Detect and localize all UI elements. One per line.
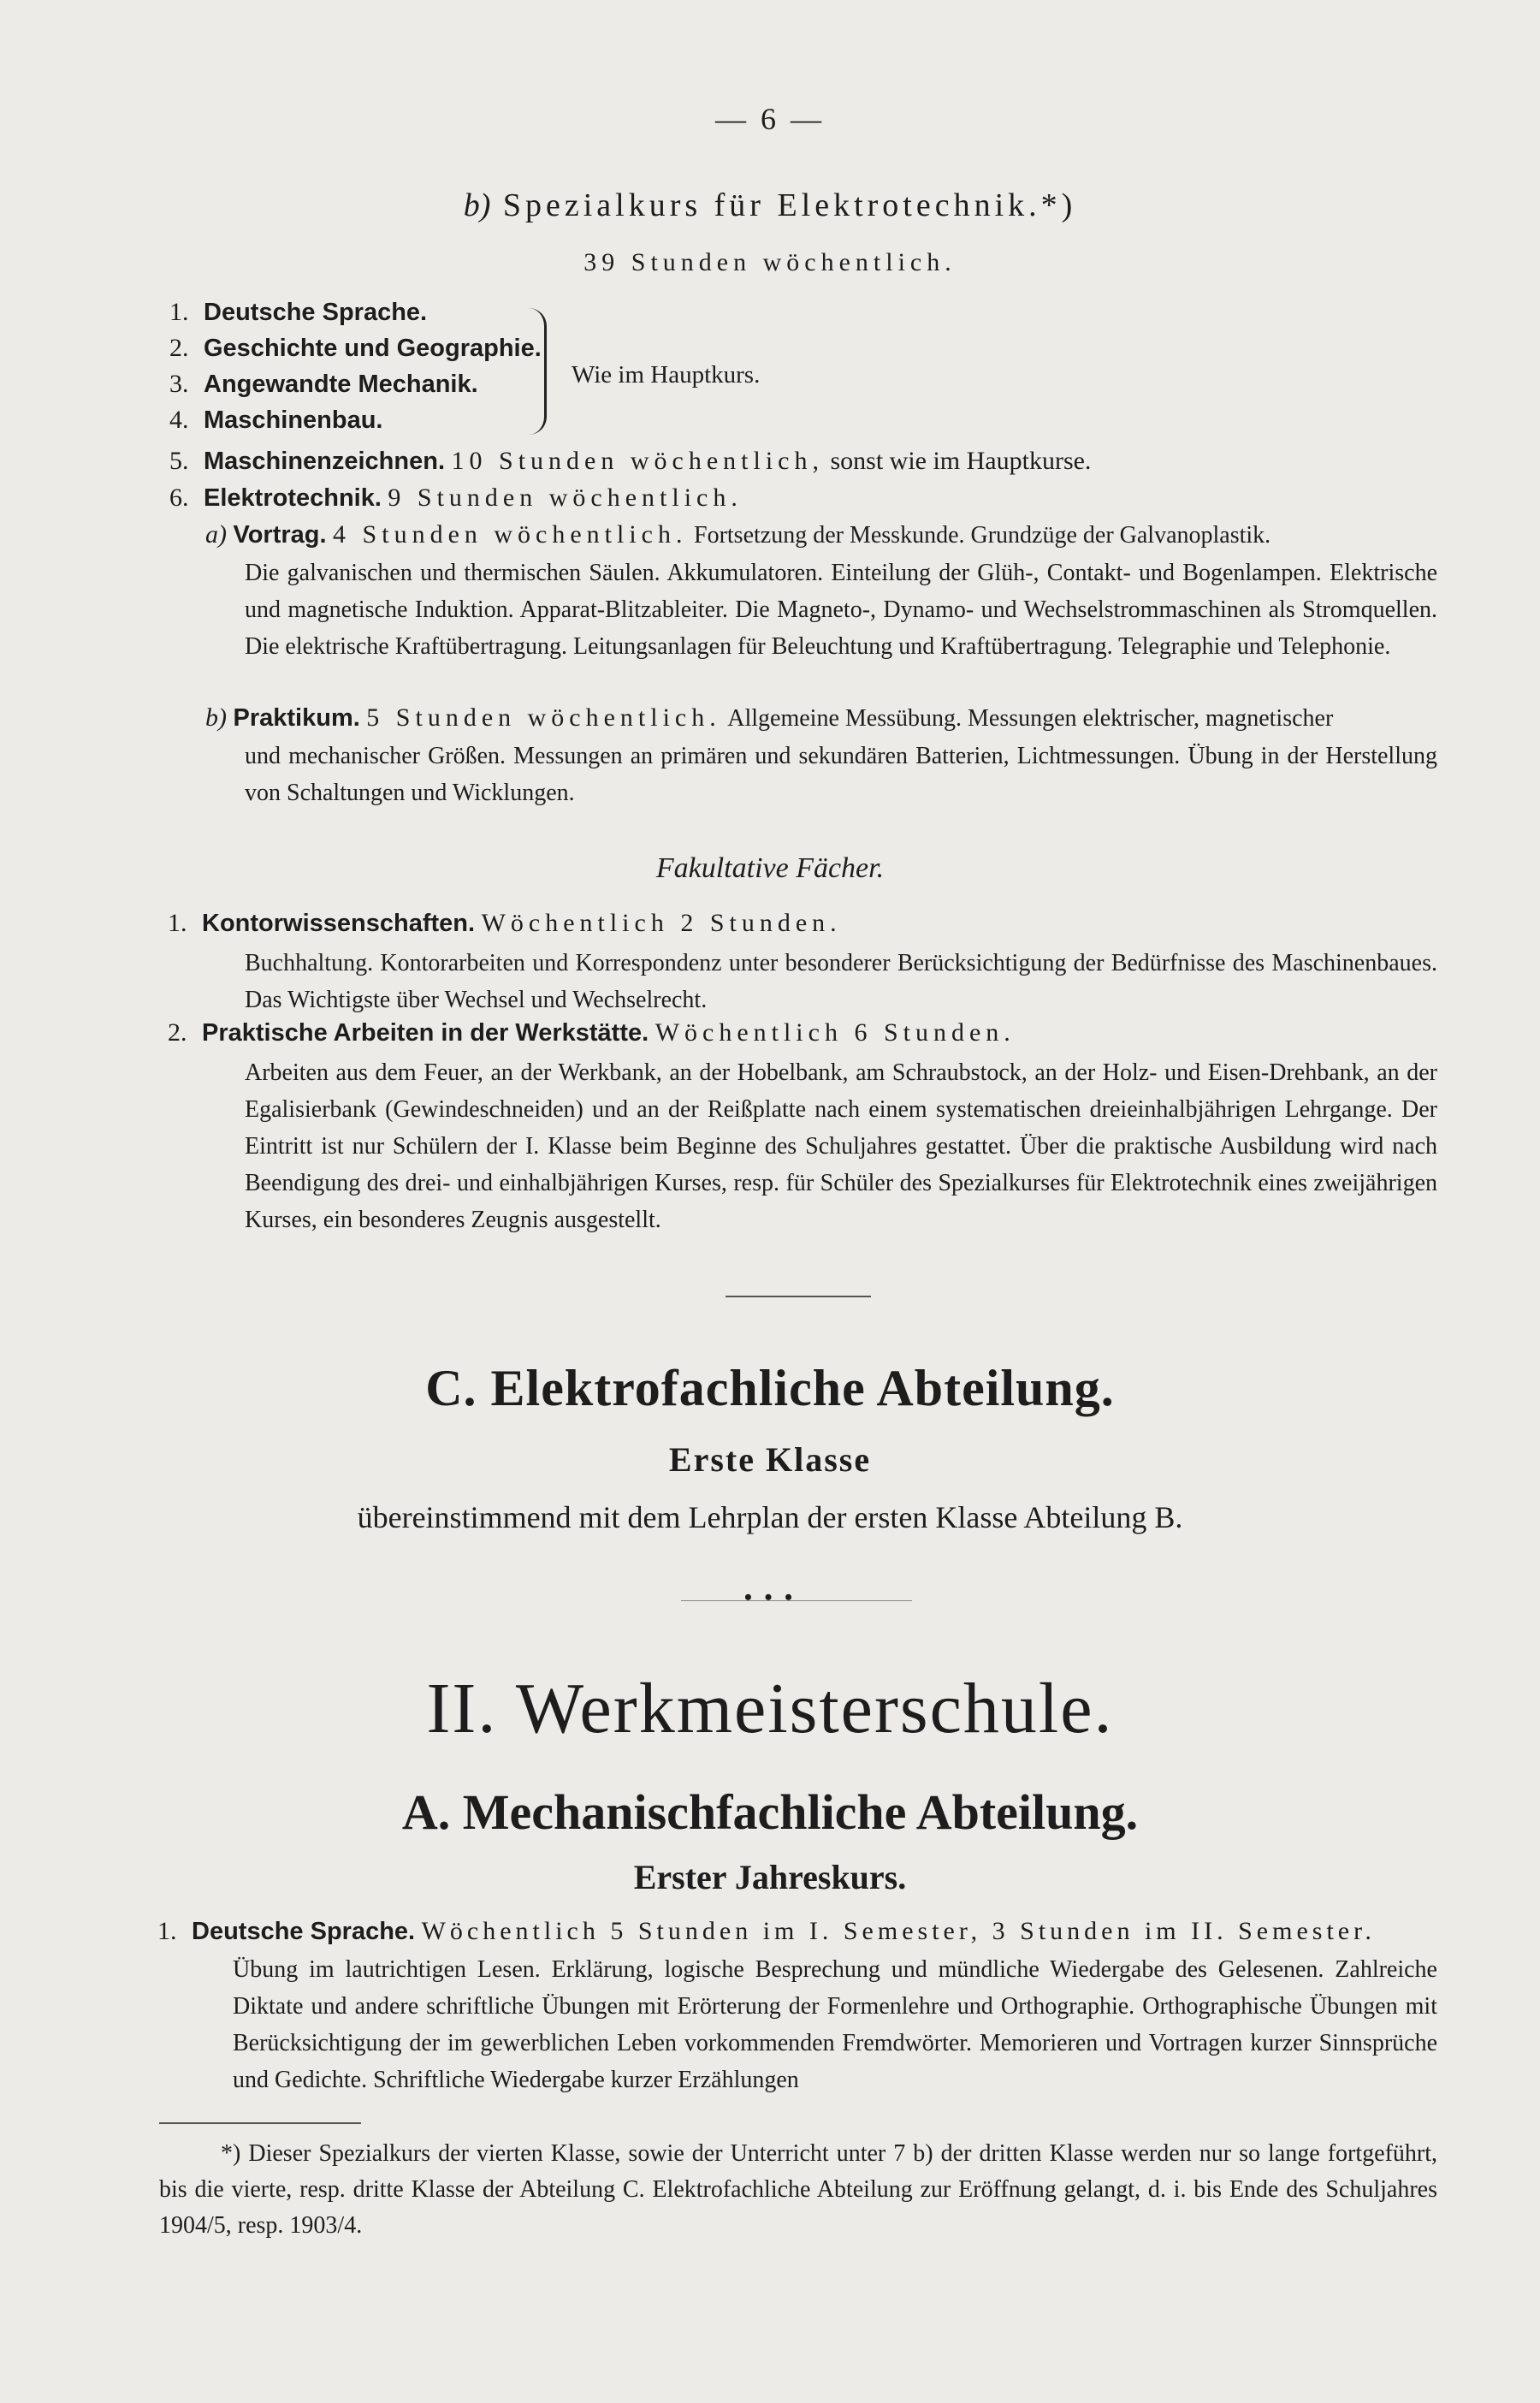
section-c-title: C. Elektrofachliche Abteilung. [425, 1360, 1115, 1416]
school-title: II. Werkmeisterschule. [426, 1669, 1114, 1748]
curly-bracket [529, 308, 547, 435]
subject-item-5: 5. Maschinenzeichnen. 10 Stunden wöchentlich, sonst wie im Hauptkurse. [169, 447, 1092, 475]
facultative-item-1: 1. Kontorwissenschaften. Wöchentlich 2 Stunden. [168, 909, 842, 937]
subject-item-6: 6. Elektrotechnik. 9 Stunden wöchentlich. [169, 484, 743, 512]
facultative-item-2: 2. Praktische Arbeiten in der Werkstätte. Wöchentlich 6 Stunden. [168, 1018, 1016, 1047]
special-course-label: b) [463, 187, 491, 223]
page-number: — 6 — [715, 102, 825, 136]
subject-item: 2. Geschichte und Geographie. [169, 334, 542, 362]
praktikum-text: und mechanischer Größen. Messungen an primären und sekundären Batterien, Lichtmessungen. Übung in der Herstellung von Schaltungen und Wicklungen. [245, 743, 1437, 806]
facultative-item-2-text: Arbeiten aus dem Feuer, an der Werkbank, an der Hobelbank, am Schraubstock, an der Holz- und Eisen-Drehbank, an der Egalisierbank (Gewindeschneiden) und an der Reißplatte nach einem systematischen dreieinhalbjährigen Lehrgange. Der Eintritt ist nur Schülern der I. Klasse beim Beginne des Schuljahres gestattet. Über die praktische Ausbildung wird nach Beendigung des drei- und einhalbjährigen Kurses, resp. für Schüler des Spezialkurses für Elektrotechnik eines zweijährigen Kurses, ein besonderes Zeugnis ausgestellt. [245, 1059, 1437, 1233]
vortrag-heading: a) Vortrag. 4 Stunden wöchentlich. Fortsetzung der Messkunde. Grundzüge der Galvanoplastik. [205, 520, 1271, 549]
subject-item: 1. Deutsche Sprache. [169, 298, 428, 326]
special-course-hours: 39 Stunden wöchentlich. [583, 248, 957, 276]
facultative-heading: Fakultative Fächer. [655, 852, 885, 884]
bracket-note: Wie im Hauptkurs. [572, 361, 761, 389]
course-title: Erster Jahreskurs. [633, 1858, 907, 1896]
footnote-rule [159, 2122, 361, 2124]
school-item-1: 1. Deutsche Sprache. Wöchentlich 5 Stunden im I. Semester, 3 Stunden im II. Semester. [157, 1917, 1376, 1945]
vortrag-text: Die galvanischen und thermischen Säulen. Akkumulatoren. Einteilung der Glüh-, Contakt- und Bogenlampen. Elektrische und magnetische Induktion. Apparat-Blitzableiter. Die Magneto-, Dynamo- und Wechselstrommaschinen als Stromquellen. Die elektrische Kraftübertragung. Leitungsanlagen für Beleuchtung und Kraftübertragung. Telegraphie und Telephonie. [245, 560, 1437, 660]
section-c-note: übereinstimmend mit dem Lehrplan der ersten Klasse Abteilung B. [357, 1500, 1183, 1534]
subject-item: 3. Angewandte Mechanik. [169, 370, 478, 398]
subject-item: 4. Maschinenbau. [169, 406, 383, 434]
special-course-heading [0, 187, 1540, 224]
special-course-title: Spezialkurs für Elektrotechnik.*) [502, 187, 1077, 223]
section-divider-dots: • • • [743, 1585, 797, 1610]
footnote: *) Dieser Spezialkurs der vierten Klasse, sowie der Unterricht unter 7 b) der dritten Klasse werden nur so lange fortgeführt, bis die vierte, resp. dritte Klasse der Abteilung C. Elektrofachliche Abteilung zur Eröffnung gelangt, d. i. bis Ende des Schuljahres 1904/5, resp. 1903/4. [159, 2140, 1437, 2239]
department-title: A. Mechanischfachliche Abteilung. [401, 1784, 1139, 1840]
section-c-klasse: Erste Klasse [668, 1440, 872, 1479]
facultative-item-1-text: Buchhaltung. Kontorarbeiten und Korrespondenz unter besonderer Berücksichtigung der Bedürfnisse des Maschinenbaues. Das Wichtigste über Wechsel und Wechselrecht. [245, 950, 1437, 1013]
praktikum-heading: b) Praktikum. 5 Stunden wöchentlich. Allgemeine Messübung. Messungen elektrischer, magnetischer [205, 703, 1334, 732]
school-item-1-text: Übung im lautrichtigen Lesen. Erklärung, logische Besprechung und mündliche Wiedergabe des Gelesenen. Zahlreiche Diktate und andere schriftliche Übungen mit Erörterung der Formenlehre und Orthographie. Orthographische Übungen mit Berücksichtigung der im gewerblichen Leben vorkommenden Fremdwörter. Memorieren und Vortragen kurzer Sinnsprüche und Gedichte. Schriftliche Wiedergabe kurzer Erzählungen [233, 1956, 1437, 2093]
section-divider [726, 1296, 871, 1297]
